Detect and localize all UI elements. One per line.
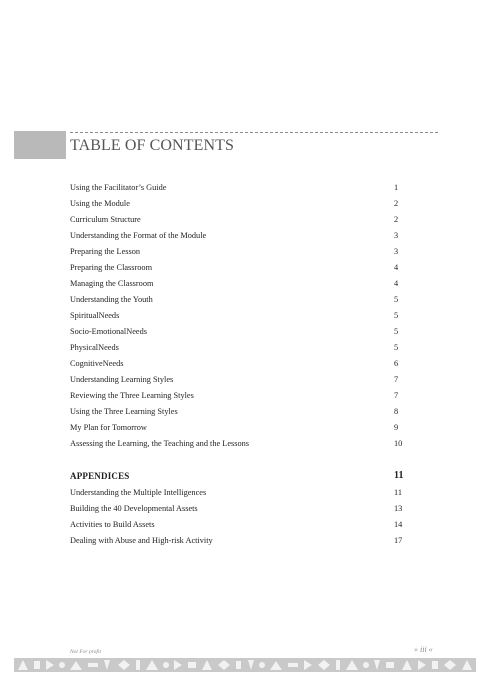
toc-entry-label: Understanding the Youth	[70, 295, 153, 304]
dashed-rule	[70, 132, 438, 133]
appendices-heading[interactable]	[70, 467, 406, 485]
toc-entry-page: 9	[394, 423, 399, 432]
toc-entry-label: Managing the Classroom	[70, 279, 154, 288]
footer-note: Not For profit	[70, 649, 101, 655]
toc-entry-label: Understanding Learning Styles	[70, 375, 174, 384]
toc-entry[interactable]	[70, 260, 406, 276]
toc-entry[interactable]	[70, 196, 406, 212]
toc-entry-page: 2	[394, 215, 399, 224]
appendices-heading-label: APPENDICES	[70, 471, 130, 481]
appendix-entry-label: Activities to Build Assets	[70, 520, 155, 529]
toc-entry-label: CognitiveNeeds	[70, 359, 124, 368]
appendix-entry-page: 11	[394, 488, 402, 497]
toc-entry-page: 3	[394, 231, 399, 240]
toc-entry-label: Using the Module	[70, 199, 130, 208]
toc-entry[interactable]	[70, 212, 406, 228]
toc-entry-label: My Plan for Tomorrow	[70, 423, 147, 432]
toc-entry-label: PhysicalNeeds	[70, 343, 119, 352]
page-title: TABLE OF CONTENTS	[70, 137, 234, 154]
toc-entry-page: 8	[394, 407, 399, 416]
decorative-border-strip	[14, 658, 476, 672]
toc-entry[interactable]	[70, 324, 406, 340]
toc-entry-page: 4	[394, 279, 399, 288]
toc-entry[interactable]	[70, 388, 406, 404]
toc-entry-label: Curriculum Structure	[70, 215, 141, 224]
toc-entry-page: 6	[394, 359, 399, 368]
appendix-entry-page: 17	[394, 536, 403, 545]
toc-entry-page: 5	[394, 311, 399, 320]
title-tab-block	[14, 131, 66, 159]
page-number: » iii «	[414, 645, 433, 654]
toc-entry[interactable]	[70, 244, 406, 260]
toc-entry-page: 3	[394, 247, 399, 256]
toc-entry-label: Socio-EmotionalNeeds	[70, 327, 147, 336]
toc-entry[interactable]	[70, 276, 406, 292]
table-of-contents	[70, 180, 406, 549]
toc-entry[interactable]	[70, 180, 406, 196]
toc-entry-page: 5	[394, 327, 399, 336]
appendix-entry[interactable]	[70, 485, 406, 501]
appendix-entry-page: 13	[394, 504, 403, 513]
appendix-entry-page: 14	[394, 520, 403, 529]
appendices-heading-page: 11	[394, 470, 404, 481]
appendix-entry[interactable]	[70, 533, 406, 549]
toc-entry-label: Reviewing the Three Learning Styles	[70, 391, 194, 400]
toc-entry[interactable]	[70, 372, 406, 388]
toc-entry-page: 1	[394, 183, 399, 192]
toc-entry-label: Preparing the Lesson	[70, 247, 141, 256]
toc-entry[interactable]	[70, 292, 406, 308]
toc-entry[interactable]	[70, 340, 406, 356]
toc-entry-label: Understanding the Format of the Module	[70, 231, 207, 240]
pattern-strip-icon	[14, 658, 476, 672]
appendix-entry-label: Building the 40 Developmental Assets	[70, 504, 198, 513]
toc-entry[interactable]	[70, 308, 406, 324]
toc-entry-page: 7	[394, 391, 399, 400]
toc-entry-label: Using the Facilitator’s Guide	[70, 183, 167, 192]
toc-entry-page: 5	[394, 295, 399, 304]
toc-entry[interactable]	[70, 356, 406, 372]
toc-entry[interactable]	[70, 436, 406, 452]
appendix-entry[interactable]	[70, 517, 406, 533]
appendix-entry[interactable]	[70, 501, 406, 517]
appendix-entry-label: Dealing with Abuse and High-risk Activity	[70, 536, 213, 545]
toc-entry-label: SpiritualNeeds	[70, 311, 120, 320]
toc-entry-page: 4	[394, 263, 399, 272]
toc-entry[interactable]	[70, 228, 406, 244]
toc-entry-page: 7	[394, 375, 399, 384]
toc-entry-page: 5	[394, 343, 399, 352]
section-gap	[70, 452, 406, 467]
toc-entry-label: Using the Three Learning Styles	[70, 407, 178, 416]
toc-entry-page: 2	[394, 199, 399, 208]
toc-entry-label: Assessing the Learning, the Teaching and the Lessons	[70, 439, 249, 448]
toc-entry-page: 10	[394, 439, 403, 448]
appendix-entry-label: Understanding the Multiple Intelligences	[70, 488, 207, 497]
toc-entry-label: Preparing the Classroom	[70, 263, 153, 272]
toc-entry[interactable]	[70, 420, 406, 436]
toc-entry[interactable]	[70, 404, 406, 420]
